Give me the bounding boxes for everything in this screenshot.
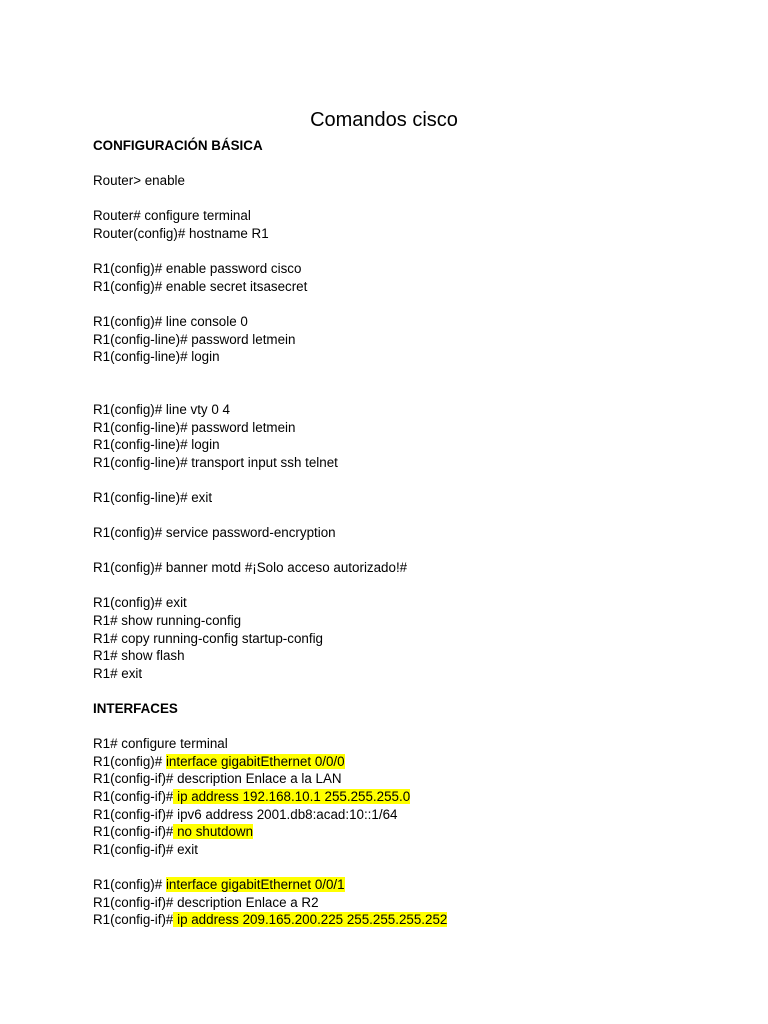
highlighted-command: ip address 192.168.10.1 255.255.255.0: [173, 788, 411, 804]
command-line: R1(config-if)# exit: [93, 841, 198, 857]
command-line: Router# configure terminal: [93, 208, 251, 224]
command-line: R1(config)# line console 0: [93, 313, 248, 329]
blank-line: [93, 542, 713, 560]
command-line: R1# copy running-config startup-config: [93, 630, 324, 646]
blank-line: [93, 506, 713, 524]
command-line: Router(config)# hostname R1: [93, 225, 269, 241]
command-line-highlighted: [93, 911, 713, 929]
command-line: R1(config-line)# transport input ssh telnet: [93, 454, 338, 470]
blank-line: [93, 383, 713, 401]
blank-line: [93, 243, 713, 261]
command-line: R1(config-line)# login: [93, 349, 220, 365]
command-line: R1(config)# enable password cisco: [93, 261, 302, 277]
command-line: R1(config-if)# ipv6 address 2001.db8:acad:10::1/64: [93, 806, 398, 822]
section: [93, 137, 713, 700]
command-line: R1(config)# line vty 0 4: [93, 401, 230, 417]
command-line-highlighted: [93, 788, 713, 806]
command-line: R1(config-if)# description Enlace a R2: [93, 894, 319, 910]
command-line: R1(config)# enable secret itsasecret: [93, 278, 308, 294]
highlighted-command: ip address 209.165.200.225 255.255.255.252: [173, 912, 448, 928]
command-line: R1# exit: [93, 665, 143, 681]
command-prompt: R1(config-if)#: [93, 824, 174, 840]
command-line: R1(config-line)# password letmein: [93, 331, 296, 347]
section-heading: CONFIGURACIÓN BÁSICA: [93, 138, 263, 153]
document-body: [93, 137, 713, 929]
command-line-highlighted: [93, 876, 713, 894]
blank-line: [93, 295, 713, 313]
section-heading: INTERFACES: [93, 701, 178, 716]
command-prompt: R1(config-if)#: [93, 912, 174, 928]
command-line: R1(config-line)# exit: [93, 489, 213, 505]
command-prompt: R1(config-if)#: [93, 788, 174, 804]
blank-line: [93, 718, 713, 736]
command-line: R1(config-if)# description Enlace a la LAN: [93, 771, 342, 787]
blank-line: [93, 577, 713, 595]
blank-line: [93, 366, 713, 384]
blank-line: [93, 155, 713, 173]
command-line-highlighted: [93, 823, 713, 841]
command-line: R1(config)# exit: [93, 595, 187, 611]
command-line: Router> enable: [93, 173, 185, 189]
command-line: R1(config)# banner motd #¡Solo acceso autorizado!#: [93, 560, 408, 576]
command-prompt: R1(config)#: [93, 753, 166, 769]
command-line: R1(config-line)# login: [93, 437, 220, 453]
command-line: R1# configure terminal: [93, 736, 228, 752]
section: [93, 700, 713, 929]
command-line: R1(config-line)# password letmein: [93, 419, 296, 435]
highlighted-command: no shutdown: [173, 824, 254, 840]
command-line-highlighted: [93, 753, 713, 771]
blank-line: [93, 682, 713, 700]
page-title: Comandos cisco: [310, 109, 458, 131]
blank-line: [93, 190, 713, 208]
command-line: R1# show flash: [93, 648, 185, 664]
blank-line: [93, 858, 713, 876]
command-line: R1(config)# service password-encryption: [93, 525, 336, 541]
highlighted-command: interface gigabitEthernet 0/0/0: [165, 753, 345, 769]
highlighted-command: interface gigabitEthernet 0/0/1: [165, 876, 345, 892]
command-prompt: R1(config)#: [93, 876, 166, 892]
blank-line: [93, 471, 713, 489]
command-line: R1# show running-config: [93, 613, 242, 629]
